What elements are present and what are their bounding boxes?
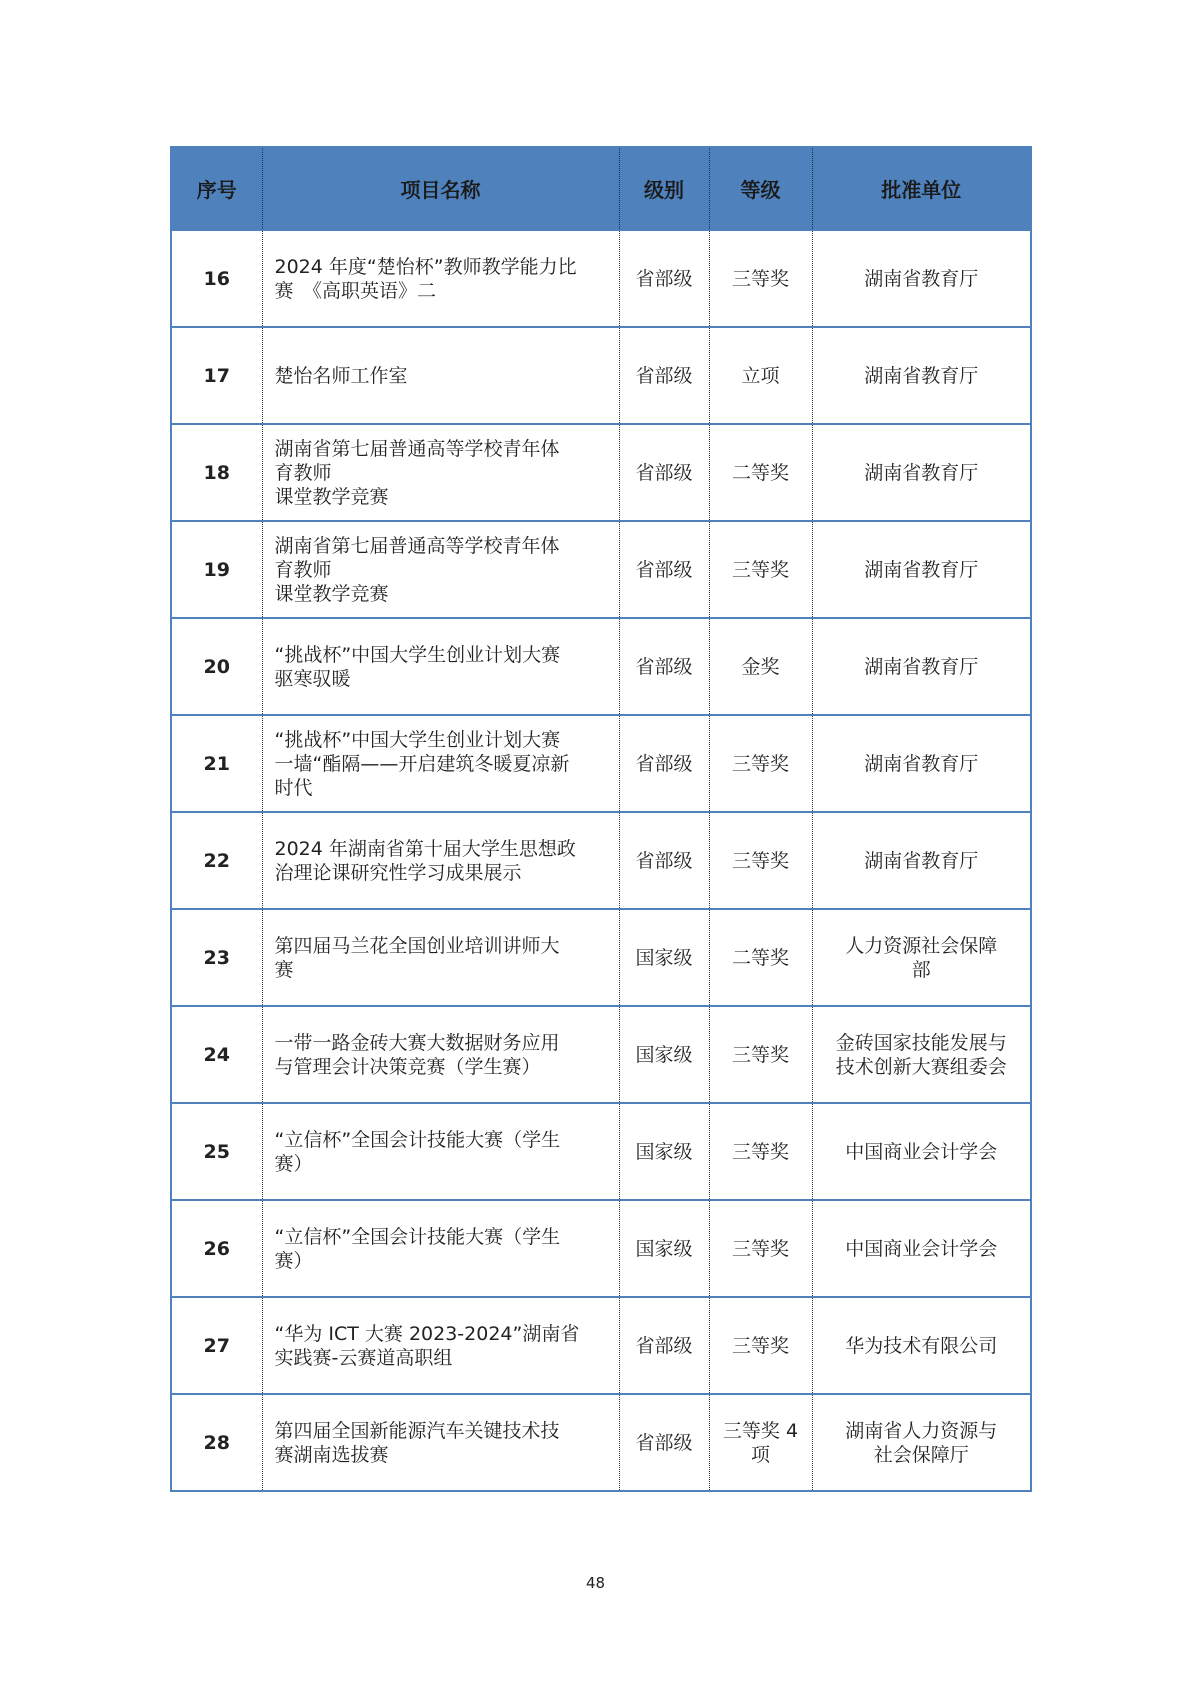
header-unit: 批准单位	[812, 147, 1031, 230]
row-name: 第四届马兰花全国创业培训讲师大 赛	[262, 909, 619, 1006]
row-name: “立信杯”全国会计技能大赛（学生 赛）	[262, 1200, 619, 1297]
row-grade: 二等奖	[709, 909, 812, 1006]
table-row	[171, 715, 1031, 812]
row-no: 18	[171, 424, 262, 521]
row-level: 省部级	[619, 812, 709, 909]
table-row	[171, 424, 1031, 521]
row-unit: 人力资源社会保障 部	[812, 909, 1031, 1006]
row-no: 16	[171, 230, 262, 327]
row-no: 28	[171, 1394, 262, 1491]
table-row	[171, 618, 1031, 715]
row-level: 省部级	[619, 618, 709, 715]
row-name: “立信杯”全国会计技能大赛（学生 赛）	[262, 1103, 619, 1200]
row-grade: 二等奖	[709, 424, 812, 521]
row-unit: 湖南省教育厅	[812, 327, 1031, 424]
row-unit: 湖南省教育厅	[812, 715, 1031, 812]
table-row	[171, 1394, 1031, 1491]
row-name: 一带一路金砖大赛大数据财务应用 与管理会计决策竞赛（学生赛）	[262, 1006, 619, 1103]
row-unit: 湖南省教育厅	[812, 424, 1031, 521]
row-no: 17	[171, 327, 262, 424]
row-name: 2024 年湖南省第十届大学生思想政 治理论课研究性学习成果展示	[262, 812, 619, 909]
row-level: 省部级	[619, 1394, 709, 1491]
row-unit: 金砖国家技能发展与 技术创新大赛组委会	[812, 1006, 1031, 1103]
header-level: 级别	[619, 147, 709, 230]
row-grade: 三等奖	[709, 1006, 812, 1103]
row-grade: 三等奖	[709, 715, 812, 812]
row-grade: 三等奖	[709, 230, 812, 327]
row-grade: 立项	[709, 327, 812, 424]
row-no: 20	[171, 618, 262, 715]
row-unit: 中国商业会计学会	[812, 1200, 1031, 1297]
row-grade: 三等奖 4 项	[709, 1394, 812, 1491]
row-unit: 中国商业会计学会	[812, 1103, 1031, 1200]
row-name: 湖南省第七届普通高等学校青年体 育教师 课堂教学竞赛	[262, 521, 619, 618]
row-name: 第四届全国新能源汽车关键技术技 赛湖南选拔赛	[262, 1394, 619, 1491]
row-name: “挑战杯”中国大学生创业计划大赛 驱寒驭暖	[262, 618, 619, 715]
table-row	[171, 230, 1031, 327]
row-unit: 湖南省教育厅	[812, 812, 1031, 909]
row-level: 省部级	[619, 715, 709, 812]
row-name: “挑战杯”中国大学生创业计划大赛 一墙“酯隔——开启建筑冬暖夏凉新 时代	[262, 715, 619, 812]
header-no: 序号	[171, 147, 262, 230]
row-grade: 三等奖	[709, 812, 812, 909]
row-level: 省部级	[619, 521, 709, 618]
row-no: 23	[171, 909, 262, 1006]
row-level: 国家级	[619, 1200, 709, 1297]
table-header	[171, 147, 1031, 230]
row-unit: 湖南省教育厅	[812, 618, 1031, 715]
row-name: 湖南省第七届普通高等学校青年体 育教师 课堂教学竞赛	[262, 424, 619, 521]
header-row	[171, 147, 1031, 230]
row-level: 国家级	[619, 1103, 709, 1200]
row-no: 21	[171, 715, 262, 812]
page-number: 48	[585, 1574, 606, 1592]
row-level: 省部级	[619, 327, 709, 424]
row-name: “华为 ICT 大赛 2023-2024”湖南省 实践赛-云赛道高职组	[262, 1297, 619, 1394]
row-no: 19	[171, 521, 262, 618]
table-row	[171, 1006, 1031, 1103]
table-row	[171, 521, 1031, 618]
row-no: 22	[171, 812, 262, 909]
row-unit: 湖南省教育厅	[812, 521, 1031, 618]
row-unit: 湖南省教育厅	[812, 230, 1031, 327]
row-grade: 三等奖	[709, 1297, 812, 1394]
table-row	[171, 812, 1031, 909]
row-level: 国家级	[619, 909, 709, 1006]
row-grade: 三等奖	[709, 521, 812, 618]
row-level: 省部级	[619, 1297, 709, 1394]
table-row	[171, 1297, 1031, 1394]
awards-table	[170, 146, 1032, 1492]
row-grade: 三等奖	[709, 1103, 812, 1200]
table-row	[171, 1200, 1031, 1297]
header-grade: 等级	[709, 147, 812, 230]
table-row	[171, 327, 1031, 424]
row-no: 25	[171, 1103, 262, 1200]
row-no: 27	[171, 1297, 262, 1394]
row-no: 24	[171, 1006, 262, 1103]
row-no: 26	[171, 1200, 262, 1297]
row-name: 2024 年度“楚怡杯”教师教学能力比 赛 《高职英语》二	[262, 230, 619, 327]
row-unit: 华为技术有限公司	[812, 1297, 1031, 1394]
header-name: 项目名称	[262, 147, 619, 230]
row-unit: 湖南省人力资源与 社会保障厅	[812, 1394, 1031, 1491]
row-level: 国家级	[619, 1006, 709, 1103]
row-grade: 三等奖	[709, 1200, 812, 1297]
table-body	[171, 230, 1031, 1491]
row-level: 省部级	[619, 424, 709, 521]
table-row	[171, 909, 1031, 1006]
row-level: 省部级	[619, 230, 709, 327]
row-grade: 金奖	[709, 618, 812, 715]
row-name: 楚怡名师工作室	[262, 327, 619, 424]
table-row	[171, 1103, 1031, 1200]
